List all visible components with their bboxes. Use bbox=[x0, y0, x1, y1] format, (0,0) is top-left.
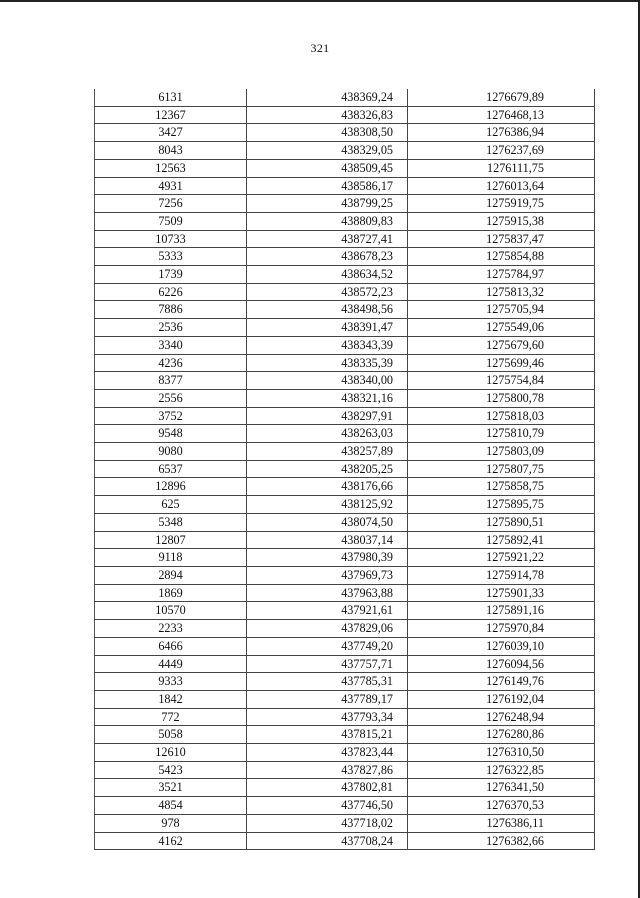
point-number-cell: 6537 bbox=[95, 460, 247, 478]
point-number-cell: 5348 bbox=[95, 513, 247, 531]
table-row bbox=[95, 814, 595, 832]
y-coordinate-cell: 1275784,97 bbox=[408, 266, 595, 284]
y-coordinate-cell: 1275813,32 bbox=[408, 283, 595, 301]
point-number-cell: 12807 bbox=[95, 531, 247, 549]
x-coordinate-cell: 437785,31 bbox=[247, 673, 408, 691]
point-number-cell: 12610 bbox=[95, 744, 247, 762]
point-number-cell: 2233 bbox=[95, 620, 247, 638]
x-coordinate-cell: 437963,88 bbox=[247, 584, 408, 602]
y-coordinate-cell: 1275919,75 bbox=[408, 195, 595, 213]
x-coordinate-cell: 438326,83 bbox=[247, 106, 408, 124]
x-coordinate-cell: 438335,39 bbox=[247, 354, 408, 372]
table-row bbox=[95, 230, 595, 248]
x-coordinate-cell: 438678,23 bbox=[247, 248, 408, 266]
x-coordinate-cell: 438074,50 bbox=[247, 513, 408, 531]
y-coordinate-cell: 1276111,75 bbox=[408, 159, 595, 177]
x-coordinate-cell: 438586,17 bbox=[247, 177, 408, 195]
table-row bbox=[95, 89, 595, 106]
y-coordinate-cell: 1275679,60 bbox=[408, 336, 595, 354]
y-coordinate-cell: 1275803,09 bbox=[408, 443, 595, 461]
point-number-cell: 4854 bbox=[95, 797, 247, 815]
table-row bbox=[95, 336, 595, 354]
x-coordinate-cell: 437969,73 bbox=[247, 566, 408, 584]
point-number-cell: 9548 bbox=[95, 425, 247, 443]
table-row bbox=[95, 584, 595, 602]
x-coordinate-cell: 438509,45 bbox=[247, 159, 408, 177]
point-number-cell: 7886 bbox=[95, 301, 247, 319]
point-number-cell: 3340 bbox=[95, 336, 247, 354]
point-number-cell: 5333 bbox=[95, 248, 247, 266]
table-row bbox=[95, 266, 595, 284]
table-row bbox=[95, 142, 595, 160]
y-coordinate-cell: 1275800,78 bbox=[408, 389, 595, 407]
x-coordinate-cell: 437802,81 bbox=[247, 779, 408, 797]
coordinates-table bbox=[94, 89, 595, 850]
y-coordinate-cell: 1275858,75 bbox=[408, 478, 595, 496]
x-coordinate-cell: 437749,20 bbox=[247, 637, 408, 655]
table-row bbox=[95, 124, 595, 142]
y-coordinate-cell: 1276237,69 bbox=[408, 142, 595, 160]
y-coordinate-cell: 1275914,78 bbox=[408, 566, 595, 584]
point-number-cell: 5423 bbox=[95, 761, 247, 779]
x-coordinate-cell: 438634,52 bbox=[247, 266, 408, 284]
point-number-cell: 1842 bbox=[95, 690, 247, 708]
x-coordinate-cell: 437827,86 bbox=[247, 761, 408, 779]
y-coordinate-cell: 1276382,66 bbox=[408, 832, 595, 850]
x-coordinate-cell: 437746,50 bbox=[247, 797, 408, 815]
table-row bbox=[95, 248, 595, 266]
table-row bbox=[95, 566, 595, 584]
x-coordinate-cell: 438727,41 bbox=[247, 230, 408, 248]
point-number-cell: 5058 bbox=[95, 726, 247, 744]
x-coordinate-cell: 438498,56 bbox=[247, 301, 408, 319]
x-coordinate-cell: 438176,66 bbox=[247, 478, 408, 496]
point-number-cell: 10570 bbox=[95, 602, 247, 620]
table-row bbox=[95, 389, 595, 407]
table-row bbox=[95, 319, 595, 337]
table-row bbox=[95, 779, 595, 797]
x-coordinate-cell: 438321,16 bbox=[247, 389, 408, 407]
table-row bbox=[95, 637, 595, 655]
point-number-cell: 3427 bbox=[95, 124, 247, 142]
y-coordinate-cell: 1275854,88 bbox=[408, 248, 595, 266]
y-coordinate-cell: 1276248,94 bbox=[408, 708, 595, 726]
table-row bbox=[95, 744, 595, 762]
x-coordinate-cell: 438257,89 bbox=[247, 443, 408, 461]
y-coordinate-cell: 1276341,50 bbox=[408, 779, 595, 797]
y-coordinate-cell: 1276013,64 bbox=[408, 177, 595, 195]
point-number-cell: 3521 bbox=[95, 779, 247, 797]
point-number-cell: 6226 bbox=[95, 283, 247, 301]
table-row bbox=[95, 832, 595, 850]
y-coordinate-cell: 1276386,94 bbox=[408, 124, 595, 142]
point-number-cell: 9333 bbox=[95, 673, 247, 691]
point-number-cell: 3752 bbox=[95, 407, 247, 425]
x-coordinate-cell: 437793,34 bbox=[247, 708, 408, 726]
table-row bbox=[95, 372, 595, 390]
x-coordinate-cell: 437757,71 bbox=[247, 655, 408, 673]
y-coordinate-cell: 1275807,75 bbox=[408, 460, 595, 478]
x-coordinate-cell: 438308,50 bbox=[247, 124, 408, 142]
table-row bbox=[95, 443, 595, 461]
point-number-cell: 8043 bbox=[95, 142, 247, 160]
table-row bbox=[95, 283, 595, 301]
point-number-cell: 4236 bbox=[95, 354, 247, 372]
point-number-cell: 772 bbox=[95, 708, 247, 726]
scan-border-top bbox=[0, 0, 640, 2]
y-coordinate-cell: 1276310,50 bbox=[408, 744, 595, 762]
point-number-cell: 2894 bbox=[95, 566, 247, 584]
table-row bbox=[95, 708, 595, 726]
x-coordinate-cell: 437789,17 bbox=[247, 690, 408, 708]
x-coordinate-cell: 438037,14 bbox=[247, 531, 408, 549]
point-number-cell: 2536 bbox=[95, 319, 247, 337]
point-number-cell: 12896 bbox=[95, 478, 247, 496]
coordinates-table-body bbox=[95, 89, 595, 850]
table-row bbox=[95, 496, 595, 514]
point-number-cell: 9080 bbox=[95, 443, 247, 461]
y-coordinate-cell: 1275892,41 bbox=[408, 531, 595, 549]
point-number-cell: 978 bbox=[95, 814, 247, 832]
y-coordinate-cell: 1276322,85 bbox=[408, 761, 595, 779]
y-coordinate-cell: 1276094,56 bbox=[408, 655, 595, 673]
point-number-cell: 7256 bbox=[95, 195, 247, 213]
table-row bbox=[95, 106, 595, 124]
y-coordinate-cell: 1275705,94 bbox=[408, 301, 595, 319]
x-coordinate-cell: 437718,02 bbox=[247, 814, 408, 832]
y-coordinate-cell: 1276386,11 bbox=[408, 814, 595, 832]
point-number-cell: 8377 bbox=[95, 372, 247, 390]
y-coordinate-cell: 1276039,10 bbox=[408, 637, 595, 655]
table-row bbox=[95, 407, 595, 425]
y-coordinate-cell: 1275818,03 bbox=[408, 407, 595, 425]
table-row bbox=[95, 212, 595, 230]
y-coordinate-cell: 1275890,51 bbox=[408, 513, 595, 531]
y-coordinate-cell: 1276370,53 bbox=[408, 797, 595, 815]
y-coordinate-cell: 1275837,47 bbox=[408, 230, 595, 248]
page-number: 321 bbox=[310, 41, 330, 55]
y-coordinate-cell: 1276149,76 bbox=[408, 673, 595, 691]
x-coordinate-cell: 437815,21 bbox=[247, 726, 408, 744]
table-row bbox=[95, 602, 595, 620]
y-coordinate-cell: 1275549,06 bbox=[408, 319, 595, 337]
table-row bbox=[95, 797, 595, 815]
table-row bbox=[95, 531, 595, 549]
y-coordinate-cell: 1275970,84 bbox=[408, 620, 595, 638]
y-coordinate-cell: 1275915,38 bbox=[408, 212, 595, 230]
table-row bbox=[95, 460, 595, 478]
x-coordinate-cell: 438343,39 bbox=[247, 336, 408, 354]
point-number-cell: 9118 bbox=[95, 549, 247, 567]
table-row bbox=[95, 690, 595, 708]
x-coordinate-cell: 437829,06 bbox=[247, 620, 408, 638]
point-number-cell: 12367 bbox=[95, 106, 247, 124]
y-coordinate-cell: 1275901,33 bbox=[408, 584, 595, 602]
point-number-cell: 6466 bbox=[95, 637, 247, 655]
table-row bbox=[95, 177, 595, 195]
y-coordinate-cell: 1276192,04 bbox=[408, 690, 595, 708]
table-row bbox=[95, 726, 595, 744]
x-coordinate-cell: 438369,24 bbox=[247, 89, 408, 106]
table-row bbox=[95, 761, 595, 779]
x-coordinate-cell: 437708,24 bbox=[247, 832, 408, 850]
table-row bbox=[95, 195, 595, 213]
point-number-cell: 10733 bbox=[95, 230, 247, 248]
point-number-cell: 4449 bbox=[95, 655, 247, 673]
table-row bbox=[95, 301, 595, 319]
x-coordinate-cell: 438125,92 bbox=[247, 496, 408, 514]
y-coordinate-cell: 1275754,84 bbox=[408, 372, 595, 390]
y-coordinate-cell: 1275895,75 bbox=[408, 496, 595, 514]
x-coordinate-cell: 438297,91 bbox=[247, 407, 408, 425]
x-coordinate-cell: 437823,44 bbox=[247, 744, 408, 762]
x-coordinate-cell: 438263,03 bbox=[247, 425, 408, 443]
x-coordinate-cell: 438205,25 bbox=[247, 460, 408, 478]
point-number-cell: 12563 bbox=[95, 159, 247, 177]
x-coordinate-cell: 438329,05 bbox=[247, 142, 408, 160]
point-number-cell: 7509 bbox=[95, 212, 247, 230]
point-number-cell: 6131 bbox=[95, 89, 247, 106]
table-row bbox=[95, 549, 595, 567]
y-coordinate-cell: 1275810,79 bbox=[408, 425, 595, 443]
y-coordinate-cell: 1275699,46 bbox=[408, 354, 595, 372]
x-coordinate-cell: 438799,25 bbox=[247, 195, 408, 213]
table-row bbox=[95, 478, 595, 496]
y-coordinate-cell: 1275891,16 bbox=[408, 602, 595, 620]
x-coordinate-cell: 437980,39 bbox=[247, 549, 408, 567]
table-row bbox=[95, 673, 595, 691]
table-row bbox=[95, 354, 595, 372]
table-row bbox=[95, 513, 595, 531]
table-row bbox=[95, 655, 595, 673]
x-coordinate-cell: 438809,83 bbox=[247, 212, 408, 230]
table-row bbox=[95, 620, 595, 638]
point-number-cell: 625 bbox=[95, 496, 247, 514]
x-coordinate-cell: 438340,00 bbox=[247, 372, 408, 390]
point-number-cell: 1739 bbox=[95, 266, 247, 284]
point-number-cell: 4931 bbox=[95, 177, 247, 195]
y-coordinate-cell: 1276280,86 bbox=[408, 726, 595, 744]
point-number-cell: 2556 bbox=[95, 389, 247, 407]
table-row bbox=[95, 159, 595, 177]
table-row bbox=[95, 425, 595, 443]
point-number-cell: 1869 bbox=[95, 584, 247, 602]
point-number-cell: 4162 bbox=[95, 832, 247, 850]
x-coordinate-cell: 437921,61 bbox=[247, 602, 408, 620]
y-coordinate-cell: 1276468,13 bbox=[408, 106, 595, 124]
y-coordinate-cell: 1276679,89 bbox=[408, 89, 595, 106]
x-coordinate-cell: 438391,47 bbox=[247, 319, 408, 337]
x-coordinate-cell: 438572,23 bbox=[247, 283, 408, 301]
y-coordinate-cell: 1275921,22 bbox=[408, 549, 595, 567]
